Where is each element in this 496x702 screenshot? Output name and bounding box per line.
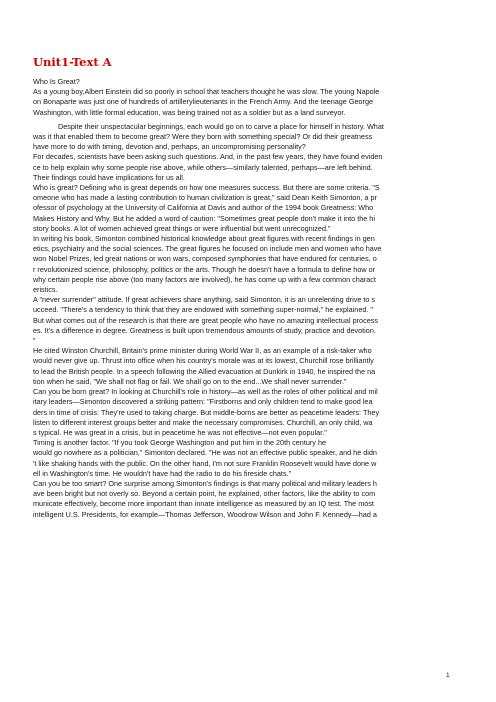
text-line: story books. A lot of women achieved great things or were influential but went unrecognized." xyxy=(33,223,331,233)
text-line: Washington, with little formal education, was being trained not as a soldier but as a land surveyor. xyxy=(33,107,346,117)
text-line: Their findings could have implications for us all. xyxy=(33,172,185,182)
text-line: Can you be born great? In looking at Churchill's role in history—as well as the roles of other political and mil xyxy=(33,387,378,397)
text-line: to lead the British people. In a speech following the Allied evacuation at Dunkirk in 1940, he inspired the na xyxy=(33,366,376,376)
text-line: He cited Winston Churchill, Britain's prime minister during World War II, as an example of a risk-taker who xyxy=(33,346,372,356)
text-line: Who Is Great? xyxy=(33,77,80,86)
text-line: itary leaders—Simonton discovered a striking pattern: "Firstborns and only children tend to make good lea xyxy=(33,397,373,407)
text-line: r revolutionized science, philosophy, politics or the arts. Though he doesn't have a formula to define how or xyxy=(33,264,376,274)
text-line: A "never surrender" attitude. If great achievers share anything, said Simonton, it is an unrelenting drive to s xyxy=(33,295,376,305)
text-line: won Nobel Prizes, led great nations or won wars, composed symphonies that have endured for centuries, o xyxy=(33,254,377,264)
text-line: would never give up. Thrust into office when his country's morale was at its lowest, Churchill rose brilliantly xyxy=(33,356,374,366)
text-line: intelligent U.S. Presidents, for example—Thomas Jefferson, Woodrow Wilson and John F. Kennedy—had a xyxy=(33,509,377,519)
text-line: Who is great? Defining who is great depends on how one measures success. But there are some criteria. "S xyxy=(33,183,380,193)
document-body xyxy=(33,77,465,520)
text-line: ders in time of crisis: They're used to taking charge. But middle-borns are better as peacetime leaders: They xyxy=(33,407,380,417)
text-line: " xyxy=(33,336,36,346)
text-line: ell in Washington's time. He wouldn't have had the radio to do his fireside chats." xyxy=(33,468,292,478)
text-line: listen to different interest groups better and make the necessary compromises. Churchill, an only child, wa xyxy=(33,417,373,427)
text-line: ofessor of psychology at the University of California at Davis and author of the 1994 book Greatness: Who xyxy=(33,203,374,213)
text-line: ucceed. "There's a tendency to think that they are endowed with something super-normal," he explained. " xyxy=(33,305,373,315)
text-line: on Bonaparte was just one of hundreds of artillerylieutenants in the French Army. And the teenage George xyxy=(33,97,374,107)
document-title: Unit1-Text A xyxy=(33,55,112,69)
text-line: eristics. xyxy=(33,285,58,295)
page-number: 1 xyxy=(446,672,450,679)
text-line: 't like shaking hands with the public. On the other hand, I'm not sure Franklin Roosevelt would have done w xyxy=(33,458,377,468)
text-line: Despite their unspectacular beginnings, each would go on to carve a place for himself in history. What xyxy=(58,121,384,131)
text-line: why certain people rise above (too many factors are involved), he has come up with a few common charact xyxy=(33,274,376,284)
text-line: ave been bright but not overly so. Beyond a certain point, he explained, other factors, like the ability to com xyxy=(33,489,376,499)
text-line: For decades, scientists have been asking such questions. And, in the past few years, they have found eviden xyxy=(33,152,383,162)
text-line: was it that enabled them to become great? Were they born with something special? Or did their greatness xyxy=(33,132,373,142)
text-line: Can you be too smart? One surprise among Simonton's findings is that many political and military leaders h xyxy=(33,478,377,488)
text-line: have more to do with timing, devotion and, perhaps, an uncompromising personality? xyxy=(33,142,306,152)
text-line: municate effectively, become more important than innate intelligence as measured by an IQ test. The most xyxy=(33,499,374,509)
text-line: would go nowhere as a politician," Simonton declared. "He was not an effective public speaker, and he didn xyxy=(33,448,377,458)
text-line: In writing his book, Simonton combined historical knowledge about great figures with recent findings in gen xyxy=(33,234,375,244)
text-line: Timing is another factor. "If you took George Washington and put him in the 20th century he xyxy=(33,438,327,448)
text-line: Makes History and Why. But he added a word of caution: "Sometimes great people don't make it into the hi xyxy=(33,213,375,223)
text-line: etics, psychiatry and the social sciences. The great figures he focused on include men and women who have xyxy=(33,244,382,254)
text-line: s typical. He was great in a crisis, but in peacetime he was not effective—not even popular." xyxy=(33,427,327,437)
text-line: omeone who has made a lasting contribution to human civilization is great," said Dean Keith Simonton, a pr xyxy=(33,193,377,203)
text-line: As a young boy,Albert Einstein did so poorly in school that teachers thought he was slow. The young Napole xyxy=(33,87,380,97)
text-line: es. It's a difference in degree. Greatness is built upon tremendous amounts of study, practice and devotion. xyxy=(33,325,376,335)
text-line: tion when he said, "We shall not flag or fail. We shall go on to the end...We shall never surrender." xyxy=(33,376,347,386)
text-line: ce to help explain why some people rise above, while others—similarly talented, perhaps—are left behind. xyxy=(33,162,373,172)
text-line: But what comes out of the research is that there are great people who have no amazing intellectual process xyxy=(33,315,378,325)
